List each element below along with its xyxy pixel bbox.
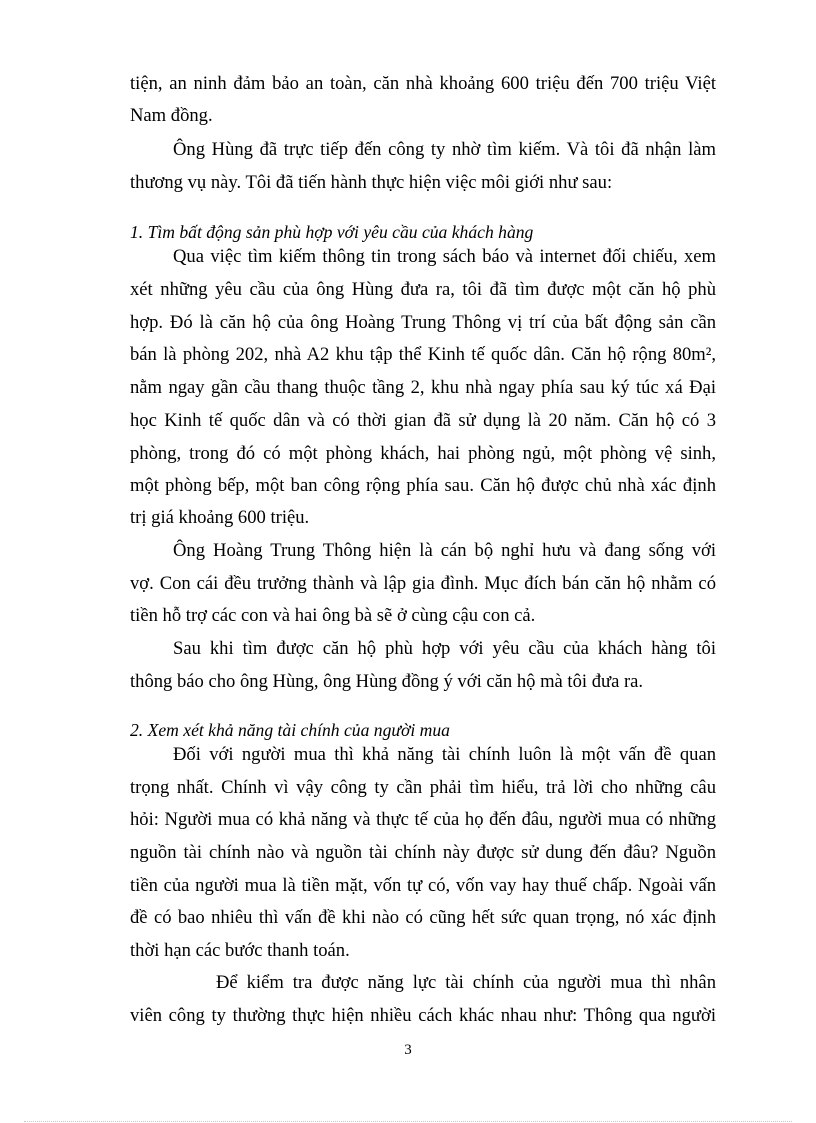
- paragraph-line: bán là phòng 202, nhà A2 khu tập thể Kinh tế quốc dân. Căn hộ rộng 80m²,: [130, 344, 716, 365]
- page-number: 3: [404, 1042, 412, 1058]
- paragraph-line: nằm ngay gần cầu thang thuộc tầng 2, khu nhà ngay phía sau ký túc xá Đại: [130, 377, 716, 398]
- paragraph-line: Ông Hùng đã trực tiếp đến công ty nhờ tìm kiếm. Và tôi đã nhận làm: [173, 139, 716, 160]
- paragraph-line: thông báo cho ông Hùng, ông Hùng đồng ý với căn hộ mà tôi đưa ra.: [130, 671, 644, 692]
- section-heading-1: 1. Tìm bất động sản phù hợp với yêu cầu của khách hàng: [130, 222, 534, 242]
- paragraph-line: hợp. Đó là căn hộ của ông Hoàng Trung Thông vị trí của bất động sản cần: [130, 312, 716, 333]
- paragraph-line: Để kiểm tra được năng lực tài chính của người mua thì nhân: [216, 972, 716, 993]
- paragraph-line: trị giá khoảng 600 triệu.: [130, 507, 310, 528]
- paragraph-line: Qua việc tìm kiếm thông tin trong sách báo và internet đối chiếu, xem: [173, 246, 716, 267]
- paragraph-line: phòng, trong đó có một phòng khách, hai phòng ngủ, một phòng vệ sinh,: [130, 443, 716, 464]
- paragraph-line: Sau khi tìm được căn hộ phù hợp với yêu cầu của khách hàng tôi: [173, 638, 716, 659]
- paragraph-line: thương vụ này. Tôi đã tiến hành thực hiện việc môi giới như sau:: [130, 172, 613, 193]
- paragraph-line: Đối với người mua thì khả năng tài chính luôn là một vấn đề quan: [173, 744, 716, 765]
- paragraph-line: Nam đồng.: [130, 105, 213, 126]
- paragraph-line: xét những yêu cầu của ông Hùng đưa ra, tôi đã tìm được một căn hộ phù: [130, 279, 716, 300]
- paragraph-line: vợ. Con cái đều trưởng thành và lập gia đình. Mục đích bán căn hộ nhằm có: [130, 573, 716, 594]
- paragraph-line: tiền của người mua là tiền mặt, vốn tự có, vốn vay hay thuế chấp. Ngoài vấn: [130, 875, 716, 896]
- paragraph-line: hỏi: Người mua có khả năng và thực tế của họ đến đâu, người mua có những: [130, 809, 716, 830]
- paragraph-line: trọng nhất. Chính vì vậy công ty cần phải tìm hiểu, trả lời cho những câu: [130, 777, 716, 798]
- paragraph-line: thời hạn các bước thanh toán.: [130, 940, 350, 961]
- page-footer-divider: [24, 1121, 792, 1122]
- section-heading-2: 2. Xem xét khả năng tài chính của người mua: [130, 720, 450, 740]
- paragraph-line: tiện, an ninh đảm bảo an toàn, căn nhà khoảng 600 triệu đến 700 triệu Việt: [130, 73, 716, 94]
- paragraph-line: nguồn tài chính nào và nguồn tài chính này được sử dung đến đâu? Nguồn: [130, 842, 716, 863]
- paragraph-line: học Kinh tế quốc dân và có thời gian đã sử dụng là 20 năm. Căn hộ có 3: [130, 410, 716, 431]
- paragraph-line: một phòng bếp, một ban công rộng phía sau. Căn hộ được chủ nhà xác định: [130, 475, 716, 496]
- paragraph-line: viên công ty thường thực hiện nhiều cách khác nhau như: Thông qua người: [130, 1005, 716, 1026]
- paragraph-line: tiền hỗ trợ các con và hai ông bà sẽ ở cùng cậu con cả.: [130, 605, 536, 626]
- paragraph-line: Ông Hoàng Trung Thông hiện là cán bộ nghỉ hưu và đang sống với: [173, 540, 716, 561]
- paragraph-line: đề có bao nhiêu thì vấn đề khi nào có cũng hết sức quan trọng, nó xác định: [130, 907, 716, 928]
